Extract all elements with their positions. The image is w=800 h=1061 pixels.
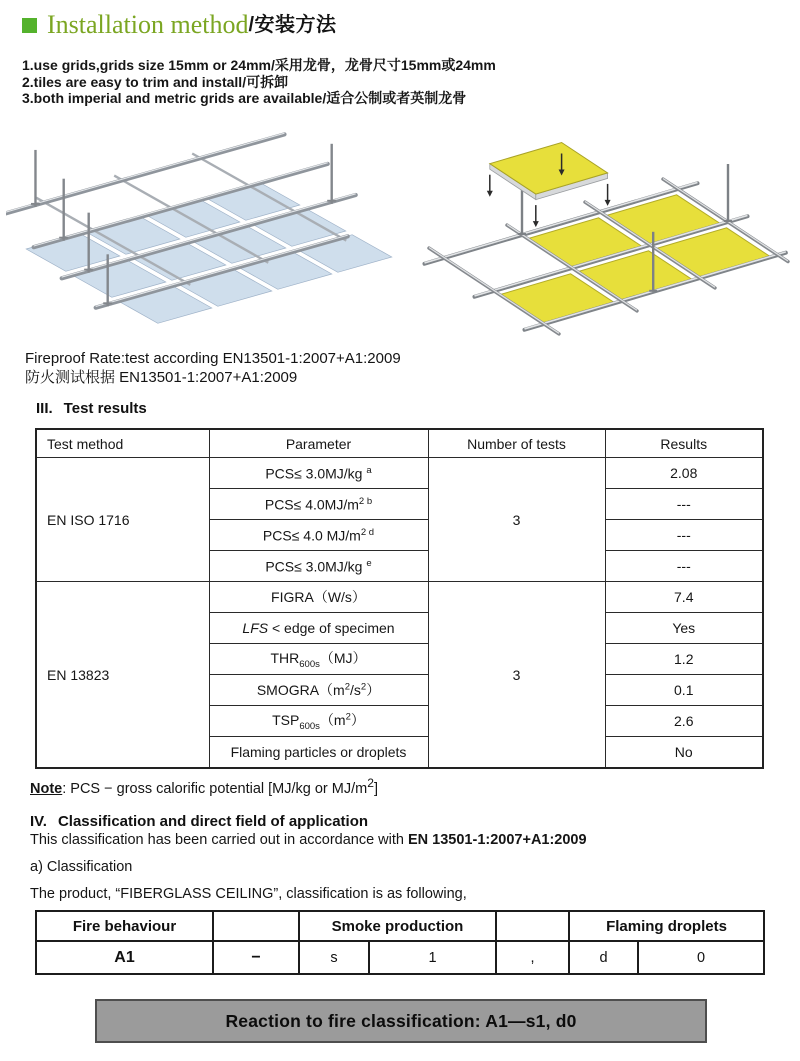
result-cell: 2.6 [605, 706, 763, 737]
parameter-cell: PCS≤ 4.0 $MJ/m^{2 d}$ [209, 520, 428, 551]
column-header [496, 911, 569, 941]
result-cell: No [605, 737, 763, 769]
column-header [213, 911, 299, 941]
fire-classification-banner-text: Reaction to fire classification: A1—s1, d0 [225, 1010, 577, 1031]
classification-value-cell: − [213, 941, 299, 974]
classification-value-cell: d [569, 941, 638, 974]
test-result-row [36, 458, 763, 489]
fireproof-line-en: Fireproof Rate:test according EN13501-1:2007+A1:2009 [25, 350, 401, 367]
result-cell: 2.08 [605, 458, 763, 489]
classification-value-cell: s [299, 941, 369, 974]
section-iv-number: IV. [30, 813, 47, 830]
classification-value-cell: 0 [638, 941, 764, 974]
classification-value-cell: , [496, 941, 569, 974]
test-results-table-wrap [35, 428, 764, 769]
lay-in-tile-grid-illustration [400, 112, 792, 348]
test-method-cell: EN 13823 [36, 582, 209, 769]
result-cell: 1.2 [605, 644, 763, 675]
suspended-ceiling-illustration [6, 112, 398, 348]
parameter-cell: Flaming particles or droplets [209, 737, 428, 769]
fireproof-line-zh: 防火测试根据 EN13501-1:2007+A1:2009 [25, 369, 298, 386]
column-header: Smoke production [299, 911, 496, 941]
classification-value-row [36, 941, 764, 974]
result-cell: 0.1 [605, 675, 763, 706]
intro-line-2: 2.tiles are easy to trim and install/可拆卸 [22, 73, 289, 90]
section-iii-heading [36, 400, 147, 417]
parameter-cell: $THR_{600s}(MJ)$ [209, 644, 428, 675]
test-results-header-row [36, 429, 763, 458]
classification-sub-a: a) Classification [30, 859, 133, 875]
page-title-en: Installation method [47, 10, 249, 39]
section-iii-number: III. [36, 400, 53, 417]
column-header: Fire behaviour [36, 911, 213, 941]
result-cell: --- [605, 520, 763, 551]
lay-in-tile-grid-svg [400, 112, 792, 348]
classification-table-wrap [35, 910, 765, 975]
classification-value-cell: 1 [369, 941, 496, 974]
classification-table [35, 910, 765, 975]
intro-list [22, 57, 496, 107]
parameter-cell: $SMOGRA(m^2/s^2)$ [209, 675, 428, 706]
classification-accordance-line: This classification has been carried out in accordance with EN 13501-1:2007+A1:2009 [30, 832, 587, 848]
result-cell: Yes [605, 613, 763, 644]
fire-classification-banner [95, 999, 707, 1043]
parameter-cell: LFS < edge of specimen [209, 613, 428, 644]
page-title-zh: /安装方法 [248, 14, 337, 36]
column-header: Results [605, 429, 763, 458]
section-iv-heading [30, 813, 368, 830]
test-results-table [35, 428, 764, 769]
note-text: : PCS − gross calorific potential [MJ/kg or $MJ/m^2$] [62, 776, 378, 797]
section-iv-title: Classification and direct field of application [57, 813, 369, 830]
classification-header-row [36, 911, 764, 941]
section-iii-title: Test results [63, 400, 147, 417]
note-label: Note [30, 780, 63, 797]
column-header: Parameter [209, 429, 428, 458]
result-cell: --- [605, 489, 763, 520]
section-header [22, 12, 337, 38]
parameter-cell: PCS≤ 3.0MJ/kg $^e$ [209, 551, 428, 582]
note-line [30, 776, 378, 797]
product-classification-line: The product, “FIBERGLASS CEILING”, classification is as following, [30, 886, 467, 902]
parameter-cell: $TSP_{600s}(m^2)$ [209, 706, 428, 737]
column-header: Number of tests [428, 429, 605, 458]
column-header: Test method [36, 429, 209, 458]
parameter-cell: FIGRA（W/s） [209, 582, 428, 613]
number-of-tests-cell: 3 [428, 458, 605, 582]
number-of-tests-cell: 3 [428, 582, 605, 769]
result-cell: --- [605, 551, 763, 582]
green-square-bullet-icon [22, 18, 37, 33]
column-header: Flaming droplets [569, 911, 764, 941]
intro-line-1: 1.use grids,grids size 15mm or 24mm/采用龙骨，龙骨尺寸15mm或24mm [22, 57, 496, 73]
test-method-cell: EN ISO 1716 [36, 458, 209, 582]
intro-line-3: 3.both imperial and metric grids are available/适合公制或者英制龙骨 [22, 90, 467, 106]
fireproof-paragraph [25, 349, 401, 387]
classification-value-cell: A1 [36, 941, 213, 974]
suspended-ceiling-svg [6, 112, 398, 348]
parameter-cell: PCS≤ 3.0MJ/kg $^a$ [209, 458, 428, 489]
result-cell: 7.4 [605, 582, 763, 613]
test-result-row [36, 582, 763, 613]
parameter-cell: $PCS\le 4.0MJ/m^{2 b}$ [209, 489, 428, 520]
